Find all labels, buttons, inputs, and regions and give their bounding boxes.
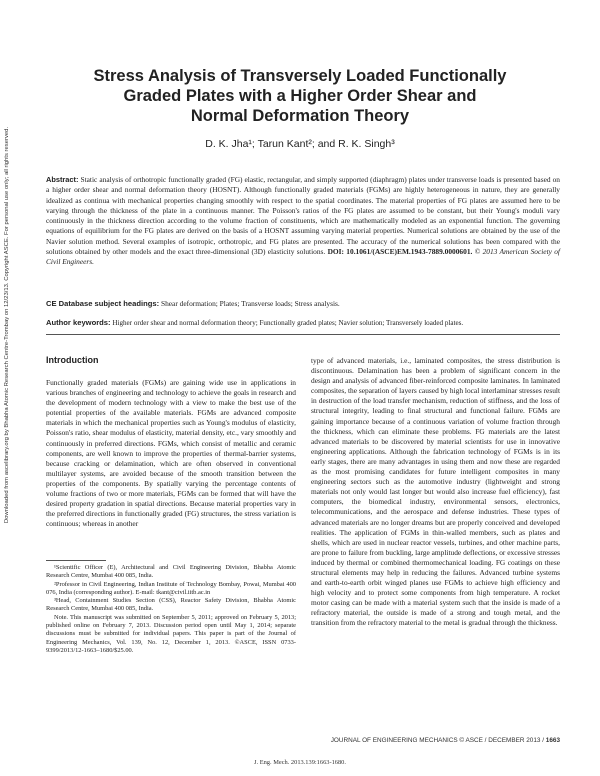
footnote: Note. This manuscript was submitted on September 5, 2011; approved on February 5, 2013; published online on February 7, 2013. Discussion period open until May 1, 2014; separate discussions must be submitted for individual papers. This paper is part of the Journal of Engineering Mechanics, Vol. 139, No. 12, December 1, 2013. ©ASCE, ISSN 0733-9399/2013/12-1663–1680/$25.00. [46, 613, 296, 654]
introduction-heading: Introduction [46, 355, 99, 365]
ce-headings-text: Shear deformation; Plates; Transverse loads; Stress analysis. [160, 299, 340, 308]
citation-footer: J. Eng. Mech. 2013.139:1663-1680. [254, 759, 346, 766]
footnote-divider [46, 560, 106, 561]
copyright-notice: © 2013 American Society of Civil Engineers. [46, 246, 560, 266]
abstract-text: Static analysis of orthotropic functionally graded (FG) elastic, rectangular, and simply supported (diaphragm) plates under transverse loads is presented based on a higher order shear and normal deformation theory (HOSNT). Although functionally graded materials (FGMs) are highly heterogeneous in nature, they are generally idealized as continua with mechanical properties changing smoothly with respect to the spatial coordinates. The material properties of FG plates are assumed here to be varying through the thickness of the plate in a continuous manner. The Poisson's ratios of the FG plates are assumed to be constant, but their Young's moduli vary continuously in the thickness direction according to the volume fraction of constituents, which are mathematically modeled as an exponential function. The governing equations of equilibrium for the FG plates are derived on the basis of a HOSNT assuming varying material properties. Numerical solutions are obtained by the use of the Navier solution method. Several examples of isotropic, orthotropic, and FG plates are presented. The accuracy of the numerical solutions has been compared with the solutions obtained by other models and the exact three-dimensional (3D) elasticity solutions. [46, 175, 560, 256]
footnote: ¹Scientific Officer (E), Architectural and Civil Engineering Division, Bhabha Atomic Research Centre, Mumbai 400 085, India. [46, 564, 296, 580]
journal-footer [290, 737, 560, 744]
journal-footer-text: JOURNAL OF ENGINEERING MECHANICS © ASCE / DECEMBER 2013 / [330, 737, 544, 744]
abstract [46, 175, 560, 267]
title-line: Normal Deformation Theory [190, 107, 410, 125]
footnote: ³Head, Containment Studies Section (CSS), Reactor Safety Division, Bhabha Atomic Research Centre, Mumbai 400 085, India. [46, 597, 296, 613]
page-number: 1663 [545, 737, 560, 744]
title-line: Graded Plates with a Higher Order Shear and [123, 87, 477, 105]
title-line: Stress Analysis of Transversely Loaded Functionally [93, 67, 507, 85]
footnotes [46, 564, 296, 655]
authors: D. K. Jha¹; Tarun Kant²; and R. K. Singh³ [205, 138, 395, 150]
intro-continuation: type of advanced materials, i.e., laminated composites, the stress distribution is discontinuous. Delamination has been a problem of significant concern in the design and analysis of advanced fiber-reinforced composite laminates. In laminated composites, the separation of layers caused by high local interlaminar stresses result in destruction of the load transfer mechanism, reduction of stiffness, and the loss of structural integrity, leading to final structural and functional failure. FGMs are gaining importance because of a continuous variation of volume fraction through the thickness, which can eliminate these problems. FG materials are the latest advanced materials to be discovered by material scientists for use in innovative engineering applications. Although the fabrication technology of FGMs is in its early stages, there are many advantages in using them and now these are regarded as the most promising candidates for future intelligent composites in many engineering sectors such as the automotive industry (lightweight and strong materials not only would last longer but would also increase fuel efficiency), fast computers, the biomedical industry, environmental sensors, electronics, telecommunications, and the aerospace and defense industries. These types of advanced materials are no longer dreams but are properly conceived and developed realities. The application of FGMs in thin-walled members, such as plates and shells, which are used in nuclear reactor vessels, turbines, and other machine parts, are prone to failure from buckling, large amplitude deflections, or excessive stresses induced by thermal or combined thermomechanical loading. FG coatings on these structural elements may help in reducing the failures. Advanced turbine systems and earth-to-earth orbit winged planes use FGMs to achieve high efficiency and high velocity and to protect some components from high temperature. A rocket motor casing can be made with a material system such that the inside is made of a refractory material, the outside is made of a strong and tough metal, and the transition from the refractory material to the metal is gradual through the thickness. [311, 356, 560, 628]
download-notice-text: Downloaded from ascelibrary.org by Bhabha Atomic Research Centre-Trombay on 12/23/13. Copyright ASCE. For personal use only; all rights reserved. [4, 126, 10, 524]
left-column-body [46, 378, 296, 529]
author-keywords [46, 318, 566, 328]
doi-link[interactable]: DOI: 10.1061/(ASCE)EM.1943-7889.0000601. [327, 246, 473, 256]
paper-title [60, 66, 540, 126]
download-notice [2, 30, 12, 620]
right-column-body [311, 356, 560, 629]
intro-paragraph: Functionally graded materials (FGMs) are gaining wide use in applications in various branches of engineering and technology to achieve the goals in research and the development of modern technology with a view to make the best use of the potential properties of the available materials. FGMs are advanced composite materials in which the mechanical properties such as Young's modulus of elasticity, Poisson's ratio, shear modulus of elasticity, material density, etc., vary smoothly and continuously in preferred directions. FGMs, which consist of metallic and ceramic components, are well known to improve the properties of thermal-barrier systems, because cracking or delamination, which are often observed in conventional multilayer systems, are avoided because of the smooth transition between the properties of the components. By spatially varying the percentage contents of volume fractions of two or more materials, FGMs can be formed that will have the desired property gradation in spatial directions. Because material properties vary in the preferred directions in functionally graded (FG) structures, the stress variation is continuous; whereas in another [46, 378, 296, 529]
author-keywords-label: Author keywords: [46, 318, 111, 327]
author-keywords-text: Higher order shear and normal deformation theory; Functionally graded plates; Navier solution; Transversely loaded plates. [112, 319, 464, 327]
ce-subject-headings [46, 299, 566, 309]
footnote: ²Professor in Civil Engineering, Indian Institute of Technology Bombay, Powai, Mumbai 400 076, India (corresponding author). E-mail: tkant@civil.iitb.ac.in [46, 580, 296, 596]
ce-headings-label: CE Database subject headings: [46, 299, 160, 308]
section-divider [46, 334, 560, 335]
abstract-label: Abstract: [46, 175, 79, 184]
